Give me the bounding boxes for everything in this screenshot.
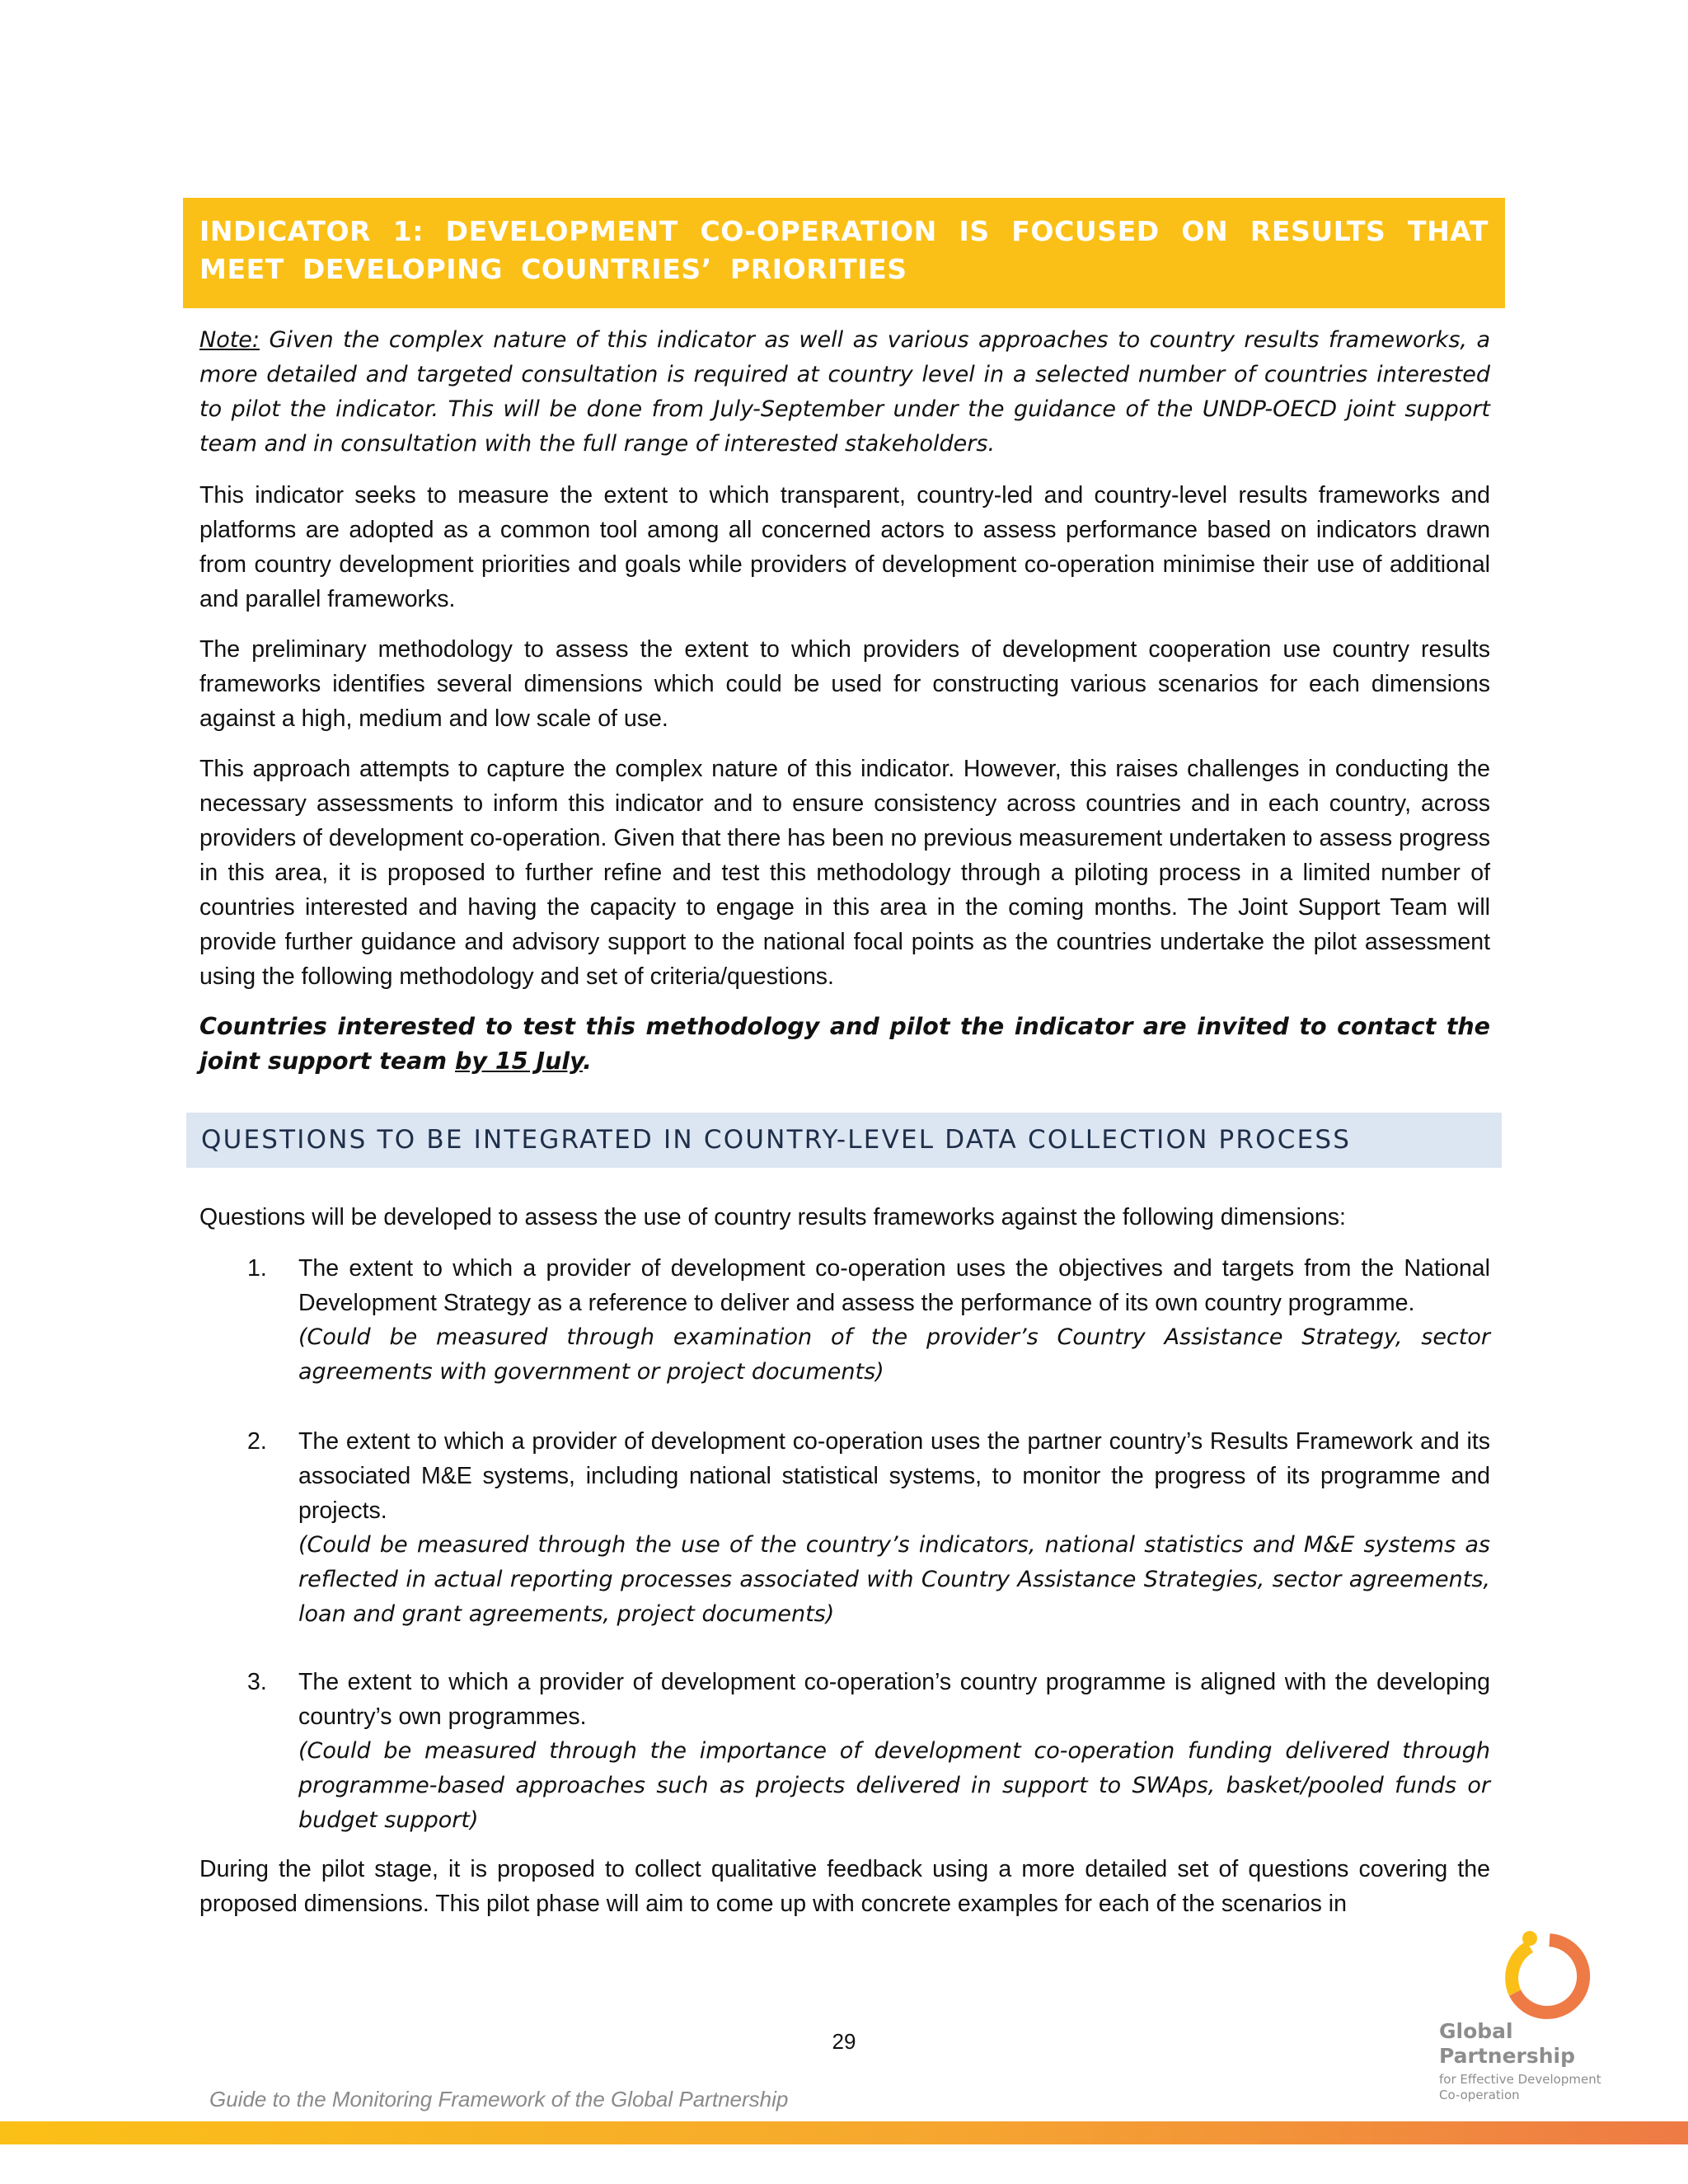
list-item-note: (Could be measured through examination of the provider’s Country Assistance Strategy, sector agreements with government or project documents) [298,1324,1490,1385]
note-label: Note: [199,327,260,353]
list-item-number: 2. [247,1428,267,1455]
logo-tagline [1439,2072,1601,2103]
logo-line-global: Global [1439,2019,1513,2043]
logo-line-effective: for Effective Development [1439,2072,1601,2087]
list-item-note: (Could be measured through the use of the country’s indicators, national statistics and M&E systems as reflected in actual reporting processes associated with Country Assistance Strategies, sector agreements, loan and grant agreements, project documents) [298,1532,1490,1627]
indicator-title: INDICATOR 1: DEVELOPMENT CO-OPERATION IS FOCUSED ON RESULTS THAT MEET DEVELOPING COUNTRIES’ PRIORITIES [199,215,1489,285]
callout-deadline: by 15 July [455,1047,584,1075]
intro-paragraph: Questions will be developed to assess the use of country results frameworks against the following dimensions: [199,1204,1346,1230]
page-number: 29 [832,2029,856,2054]
callout-invitation [199,1010,1490,1079]
section-title: QUESTIONS TO BE INTEGRATED IN COUNTRY-LEVEL DATA COLLECTION PROCESS [201,1125,1352,1155]
indicator-banner [183,198,1505,308]
list-item-body [298,1251,1490,1390]
logo-ring-icon [1497,1929,1596,2027]
closing-paragraph: During the pilot stage, it is proposed to collect qualitative feedback using a more detailed set of questions covering the proposed dimensions. This pilot phase will aim to come up with concrete examples for each of the scenarios in [199,1856,1490,1917]
logo-line-cooperation: Co-operation [1439,2088,1520,2102]
footer-bar [0,2121,1688,2144]
paragraph-approach: This approach attempts to capture the complex nature of this indicator. However, this raises challenges in conducting the necessary assessments to inform this indicator and to ensure consistency across countries and in each country, across providers of development co-operation. Given that there has been no previous measurement undertaken to assess progress in this area, it is proposed to further refine and test this methodology through a piloting process in a limited number of countries interested and having the capacity to engage in this area in the coming months. The Joint Support Team will provide further guidance and advisory support to the national focal points as the countries undertake the pilot assessment using the following methodology and set of criteria/questions. [199,756,1490,990]
paragraph-methodology: The preliminary methodology to assess the extent to which providers of development cooperation use country results frameworks identifies several dimensions which could be used for constructing various scenarios for each dimensions against a high, medium and low scale of use. [199,636,1490,732]
list-item-note: (Could be measured through the importance of development co-operation funding delivered through programme-based approaches such as projects delivered in support to SWAps, basket/pooled funds or budget support) [298,1738,1490,1833]
list-item-text: The extent to which a provider of development co-operation’s country programme is aligned with the developing country’s own programmes. [298,1669,1490,1730]
list-item-body [298,1424,1490,1632]
list-item-text: The extent to which a provider of development co-operation uses the objectives and targets from the National Development Strategy as a reference to deliver and assess the performance of its own country programme. [298,1255,1490,1316]
list-item-number: 3. [247,1669,267,1695]
section-banner [186,1113,1502,1168]
list-item-number: 1. [247,1255,267,1282]
list-item-body [298,1665,1490,1838]
logo-line-partnership: Partnership [1439,2044,1576,2068]
callout-end: . [583,1047,592,1075]
logo-wordmark [1439,2019,1575,2069]
footer-guide-title: Guide to the Monitoring Framework of the Global Partnership [209,2087,789,2111]
note-paragraph [199,323,1490,462]
note-text: Given the complex nature of this indicator as well as various approaches to country results frameworks, a more detailed and targeted consultation is required at country level in a selected number of countries interested to pilot the indicator. This will be done from July-September under the guidance of the UNDP-OECD joint support team and in consultation with the full range of interested stakeholders. [199,327,1490,457]
paragraph-purpose: This indicator seeks to measure the extent to which transparent, country-led and country-level results frameworks and platforms are adopted as a common tool among all concerned actors to assess performance based on indicators drawn from country development priorities and goals while providers of development co-operation minimise their use of additional and parallel frameworks. [199,482,1490,612]
list-item-text: The extent to which a provider of development co-operation uses the partner country’s Results Framework and its associated M&E systems, including national statistical systems, to monitor the progress of its programme and projects. [298,1428,1490,1524]
callout-text: Countries interested to test this methodology and pilot the indicator are invited to contact the joint support team [199,1013,1490,1075]
global-partnership-logo [1434,1929,1624,2118]
